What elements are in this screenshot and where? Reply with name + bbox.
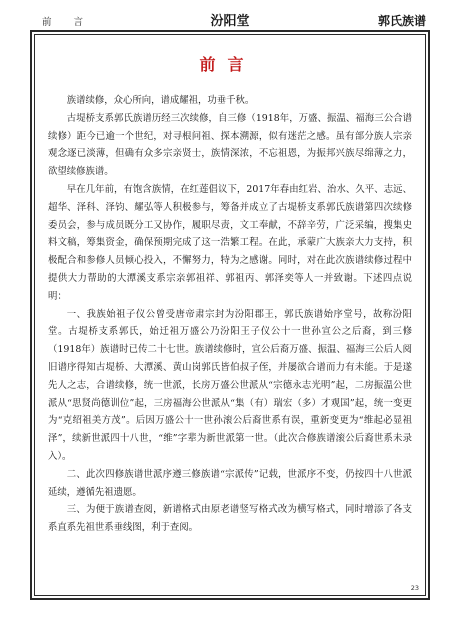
paragraph-note-1: 一、我族始祖子仪公曾受唐帝肃宗封为汾阳郡王，郭氏族谱始序堂号，故称汾阳堂。古堤桥支系郭氏，始迁祖万盛公乃汾阳王子仪公十一世孙宣公之后裔，到三修（1918年）族谱时已传二十七世。族谱续修时，宣公后裔万盛、振温、福海三公后人阅旧谱序得知古堤桥、大潭溪、黄山岗郭氏皆伯叔子侄，并屡欲合谱而力有未能。于是遂先人之志，合谱续修，统一世派，长房万盛公世派从“宗德永志光明”起，二房振温公世派从“思贤尚德训位”起，三房福海公世派从“集（有）瑞宏（多）才观国”起，统一变更为“克绍祖美方茂”。后因万盛公十一世孙滚公后裔世系有误，重新变更为“维起必显祖泽”，续新世派四十八世，“维”字辈为新世派第一世。（此次合修族谱滚公后裔世系未录入）。 bbox=[48, 308, 412, 462]
header-section-label: 前 言 bbox=[42, 17, 85, 28]
running-header bbox=[30, 8, 430, 30]
header-hall-name: 汾阳堂 bbox=[210, 14, 250, 29]
paragraph-note-2: 二、此次四修族谱世派序遵三修族谱“宗派传”记载，世派序不变，仍按四十八世派延续，遵循先祖遗愿。 bbox=[48, 468, 412, 498]
paragraph-opening: 族谱续修，众心所向，谱成耀祖，功垂千秋。 bbox=[66, 95, 255, 106]
preface-body bbox=[48, 92, 412, 537]
paragraph-committee: 早在几年前，有饱含族情，在红莲倡议下，2017年春由红岩、治水、久平、志远、超华、泽科、泽钧、耀弘等人积极参与，筹备并成立了古堤桥支系郭氏族谱第四次续修委员会，参与成员既分工又协作，履职尽责，文工奉献，不辞辛劳，广泛采编，搜集史料文稿，筹集资金，确保预期完成了这一浩繁工程。在此，承蒙广大族亲大力支持，积极配合和参修人员倾心投入，不懈努力，特为之感谢。同时，对在此次族谱续修过程中提供大力帮助的大潭溪支系宗亲郭祖祥、郭祖丙、郭泽奕等人一并致谢。下述四点说明： bbox=[48, 183, 412, 302]
page-title: 前言 bbox=[199, 55, 256, 74]
page-number: 23 bbox=[410, 584, 419, 592]
paragraph-history: 古堤桥支系郭氏族谱历经三次续修，自三修（1918年，万盛、振温、福海三公合谱续修）距今已逾一个世纪，对寻根问祖、探本溯源，似有迷茫之感。虽有部分族人宗亲观念逐已淡薄，但确有众多宗亲贤士，族情深浓，不忘祖恩，为振邦兴族尽绵薄之力，欲望续修族谱。 bbox=[48, 112, 412, 178]
header-book-title: 郭氏族谱 bbox=[377, 14, 426, 28]
paragraph-note-3: 三、为便于族谱查阅，新谱格式由原老谱竖写格式改为横写格式，同时增添了各支系直系先祖世系垂线图，利于查阅。 bbox=[48, 504, 412, 534]
